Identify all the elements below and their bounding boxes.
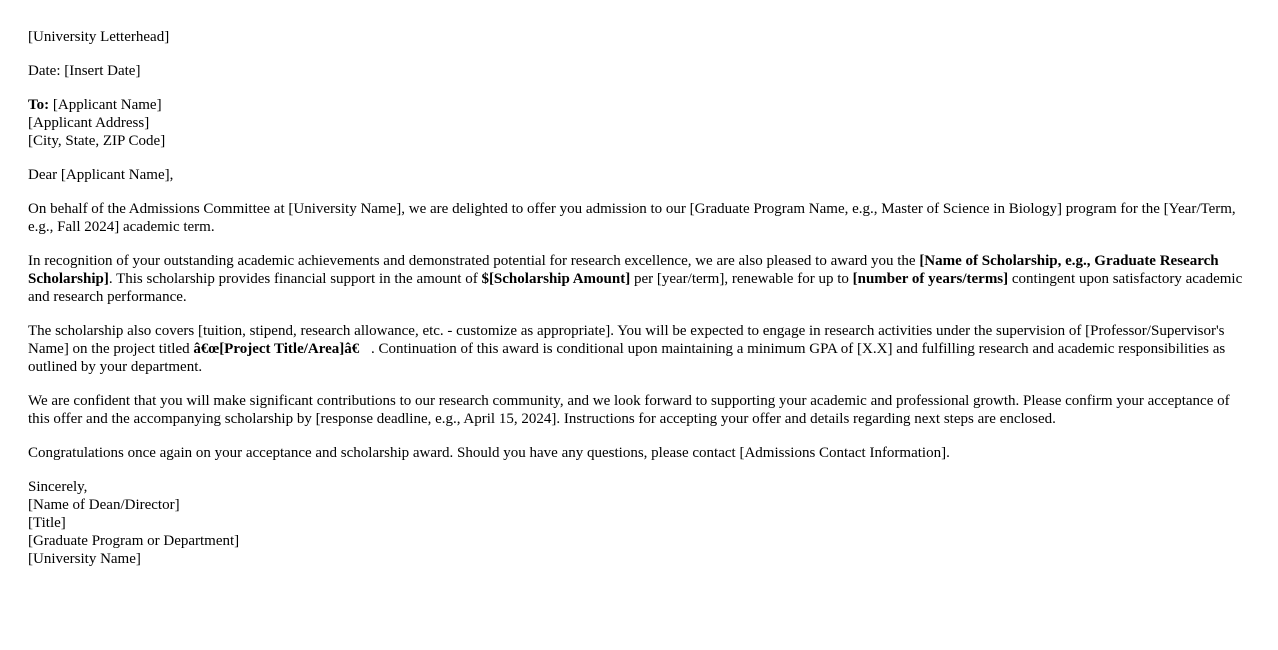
letterhead: [University Letterhead] [28, 29, 170, 45]
paragraph-scholarship-terms [28, 322, 1254, 376]
paragraph-confirmation: We are confident that you will make significant contributions to our research community, and we look forward to supporting your academic and professional growth. Please confirm your acceptance of this offer and the accompanying scholarship by [response deadline, e.g., April 15, 2024]. Instructions for accepting your offer and details regarding next steps are enclosed. [28, 393, 1230, 427]
text-segment: . This scholarship provides financial support in the amount of [108, 271, 482, 287]
text-segment: per [year/term], renewable for up to [630, 271, 853, 287]
letter-date: Date: [Insert Date] [28, 63, 141, 79]
recipient-address: [Applicant Address] [28, 115, 150, 131]
project-title: â€œ[Project Title/Area]â€  [193, 341, 371, 357]
recipient-name-line [28, 96, 1254, 114]
salutation: Dear [Applicant Name], [28, 167, 174, 183]
signer-title: [Title] [28, 515, 66, 531]
text-segment: The scholarship also covers [tuition, stipend, research allowance, etc. - customize as appropriate]. You will be expected to engage in research activities under the supervision of [Professor/Supervisor's Name] on the project titled [28, 323, 1225, 357]
text-segment: . Continuation of this award is conditional upon maintaining a minimum GPA of [X.X] and fulfilling research and academic responsibilities as outlined by your department. [28, 341, 1226, 375]
signer-name: [Name of Dean/Director] [28, 497, 180, 513]
text-segment: In recognition of your outstanding academic achievements and demonstrated potential for research excellence, we are also pleased to award you the [28, 253, 920, 269]
signer-department: [Graduate Program or Department] [28, 533, 240, 549]
paragraph-admission-offer: On behalf of the Admissions Committee at [University Name], we are delighted to offer you admission to our [Graduate Program Name, e.g., Master of Science in Biology] program for the [Year/Term, e.g., Fall 2024] academic term. [28, 201, 1236, 235]
recipient-name: [Applicant Name] [49, 97, 162, 113]
closing-sincerely: Sincerely, [28, 479, 88, 495]
recipient-block [28, 96, 1254, 150]
letter-body [28, 28, 1254, 584]
to-label: To: [28, 97, 50, 113]
recipient-city-state-zip: [City, State, ZIP Code] [28, 133, 166, 149]
scholarship-name: [Name of Scholarship, e.g., Graduate Research Scholarship] [28, 253, 1219, 287]
scholarship-duration: [number of years/terms] [852, 271, 1009, 287]
closing-block [28, 478, 1254, 568]
text-segment: contingent upon satisfactory academic and research performance. [28, 271, 1243, 305]
signer-university: [University Name] [28, 551, 141, 567]
paragraph-scholarship-award [28, 252, 1254, 306]
scholarship-amount: $[Scholarship Amount] [481, 271, 631, 287]
paragraph-congratulations: Congratulations once again on your acceptance and scholarship award. Should you have any questions, please contact [Admissions Contact Information]. [28, 445, 950, 461]
